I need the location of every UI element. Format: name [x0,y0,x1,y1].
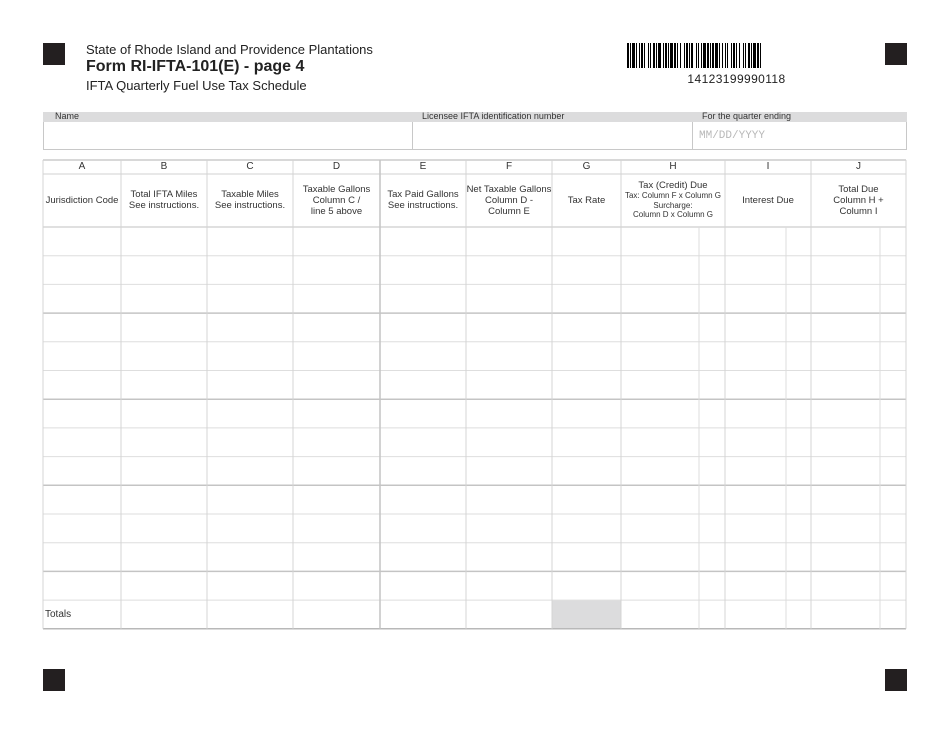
barcode-bar [658,43,661,68]
table-cell-g[interactable] [553,343,620,370]
column-header-e [380,174,466,226]
column-header-a [43,174,121,226]
form-title: Form RI-IFTA-101(E) - page 4 [86,58,305,75]
table-cell-g[interactable] [553,429,620,456]
totals-cell-j[interactable] [812,601,905,628]
table-cell-b[interactable] [122,372,206,399]
table-cell-b[interactable] [122,285,206,312]
table-cell-a[interactable] [44,400,120,427]
table-cell-j[interactable] [812,228,905,255]
table-cell-c[interactable] [208,285,292,312]
barcode-bar [696,43,697,68]
barcode-bar [663,43,664,68]
table-cell-h[interactable] [622,486,724,513]
table-cell-d[interactable] [294,285,379,312]
quarter-label: For the quarter ending [702,111,792,121]
table-cell-g[interactable] [553,515,620,542]
column-header-j [811,174,906,226]
table-cell-f[interactable] [467,314,551,341]
table-cell-b[interactable] [122,572,206,599]
totals-cell-d[interactable] [294,601,379,628]
table-cell-e[interactable] [381,343,465,370]
table-cell-c[interactable] [208,228,292,255]
table-cell-j[interactable] [812,515,905,542]
barcode-bar [712,43,714,68]
column-header-title: Total IFTA Miles See instructions. [128,189,200,211]
table-cell-b[interactable] [122,400,206,427]
column-letter-d: D [332,161,341,172]
table-cell-j[interactable] [812,486,905,513]
table-cell-a[interactable] [44,458,120,485]
table-cell-g[interactable] [553,544,620,571]
table-cell-j[interactable] [812,400,905,427]
table-cell-b[interactable] [122,544,206,571]
table-cell-e[interactable] [381,285,465,312]
column-letter-h: H [669,161,677,172]
table-cell-d[interactable] [294,515,379,542]
table-cell-g[interactable] [553,372,620,399]
column-letter-a: A [78,161,86,172]
table-cell-f[interactable] [467,285,551,312]
column-header-formula: Tax: Column F x Column G Surcharge: Column D x Column G [624,191,722,220]
table-cell-f[interactable] [467,372,551,399]
table-cell-d[interactable] [294,372,379,399]
table-cell-d[interactable] [294,429,379,456]
tax-rate-totals-shaded [552,600,621,629]
table-cell-i[interactable] [726,257,810,284]
table-cell-b[interactable] [122,257,206,284]
barcode-bar [701,43,702,68]
table-cell-g[interactable] [553,486,620,513]
column-letter-e: E [419,161,427,172]
table-cell-d[interactable] [294,400,379,427]
barcode-bar [739,43,740,68]
column-header-title: Tax Rate [567,194,606,206]
table-cell-j[interactable] [812,285,905,312]
barcode-bar [630,43,631,68]
column-header-title: Tax Paid Gallons See instructions. [387,189,459,211]
table-cell-h[interactable] [622,257,724,284]
barcode-bar [648,43,649,68]
name-label: Name [55,111,80,121]
table-cell-b[interactable] [122,429,206,456]
table-cell-e[interactable] [381,429,465,456]
table-cell-j[interactable] [812,458,905,485]
barcode-bar [691,43,693,68]
barcode-bar [719,43,720,68]
barcode-bar [650,43,651,68]
table-cell-d[interactable] [294,228,379,255]
barcode-bar [703,43,706,68]
column-header-title: Total Due Column H + Column I [833,183,884,217]
table-cell-h[interactable] [622,544,724,571]
table-cell-i[interactable] [726,515,810,542]
table-cell-e[interactable] [381,400,465,427]
table-cell-h[interactable] [622,400,724,427]
barcode-bar [665,43,667,68]
table-cell-f[interactable] [467,486,551,513]
column-letter-c: C [246,161,254,172]
table-cell-h[interactable] [622,429,724,456]
table-cell-j[interactable] [812,572,905,599]
table-cell-h[interactable] [622,372,724,399]
table-cell-e[interactable] [381,228,465,255]
column-header-g [552,174,621,226]
totals-cell-c[interactable] [208,601,292,628]
totals-cell-f[interactable] [467,601,551,628]
table-cell-e[interactable] [381,257,465,284]
table-cell-i[interactable] [726,486,810,513]
column-header-title: Taxable Miles See instructions. [214,189,286,211]
column-letter-g: G [582,161,591,172]
table-cell-j[interactable] [812,372,905,399]
table-cell-f[interactable] [467,544,551,571]
table-cell-g[interactable] [553,400,620,427]
table-cell-i[interactable] [726,314,810,341]
barcode-bar [656,43,657,68]
table-cell-j[interactable] [812,257,905,284]
column-header-b [121,174,207,226]
barcode-bar [743,43,744,68]
column-header-title: Net Taxable Gallons Column D - Column E [466,183,552,217]
table-cell-f[interactable] [467,429,551,456]
table-cell-f[interactable] [467,515,551,542]
table-cell-f[interactable] [467,458,551,485]
table-cell-a[interactable] [44,257,120,284]
barcode-bar [632,43,635,68]
table-cell-j[interactable] [812,314,905,341]
barcode-bar [686,43,688,68]
table-cell-i[interactable] [726,285,810,312]
table-cell-g[interactable] [553,257,620,284]
barcode-bar [733,43,735,68]
barcode-bar [745,43,746,68]
barcode-bar [674,43,676,68]
table-cell-a[interactable] [44,228,120,255]
table-cell-e[interactable] [381,372,465,399]
table-cell-c[interactable] [208,314,292,341]
table-cell-c[interactable] [208,515,292,542]
barcode-bar [722,43,723,68]
table-cell-d[interactable] [294,486,379,513]
table-cell-a[interactable] [44,314,120,341]
registration-mark-top-right [885,43,907,65]
column-header-c [207,174,293,226]
barcode-bar [689,43,690,68]
table-cell-j[interactable] [812,544,905,571]
table-cell-c[interactable] [208,486,292,513]
table-cell-i[interactable] [726,572,810,599]
table-cell-g[interactable] [553,228,620,255]
table-cell-d[interactable] [294,257,379,284]
column-header-title: Jurisdiction Code [45,194,119,206]
table-cell-d[interactable] [294,572,379,599]
barcode-image [627,43,846,68]
table-cell-d[interactable] [294,544,379,571]
column-header-title: Interest Due [742,194,794,206]
registration-mark-top-left [43,43,65,65]
barcode-bar [677,43,678,68]
table-cell-i[interactable] [726,429,810,456]
table-cell-f[interactable] [467,343,551,370]
table-cell-f[interactable] [467,257,551,284]
table-cell-j[interactable] [812,343,905,370]
table-cell-c[interactable] [208,372,292,399]
column-letter-f: F [505,161,513,172]
form-subtitle: IFTA Quarterly Fuel Use Tax Schedule [86,78,307,93]
license-id-field[interactable] [413,124,691,148]
table-cell-c[interactable] [208,343,292,370]
table-cell-b[interactable] [122,314,206,341]
license-label: Licensee IFTA identification number [422,111,565,121]
table-cell-e[interactable] [381,515,465,542]
table-cell-a[interactable] [44,343,120,370]
barcode-bar [641,43,643,68]
table-cell-b[interactable] [122,228,206,255]
barcode-bar [751,43,752,68]
table-cell-c[interactable] [208,544,292,571]
barcode-bar [653,43,655,68]
barcode-bar [684,43,685,68]
table-cell-a[interactable] [44,486,120,513]
table-cell-h[interactable] [622,572,724,599]
column-header-title: Taxable Gallons Column C / line 5 above [302,183,371,217]
barcode-bar [748,43,750,68]
table-cell-f[interactable] [467,572,551,599]
table-cell-g[interactable] [553,314,620,341]
table-cell-d[interactable] [294,343,379,370]
registration-mark-bottom-left [43,669,65,691]
table-cell-i[interactable] [726,343,810,370]
table-cell-c[interactable] [208,572,292,599]
name-field[interactable] [44,124,411,148]
table-cell-a[interactable] [44,285,120,312]
registration-mark-bottom-right [885,669,907,691]
table-cell-h[interactable] [622,314,724,341]
column-header-h [621,174,725,226]
table-cell-b[interactable] [122,486,206,513]
table-cell-h[interactable] [622,285,724,312]
table-cell-f[interactable] [467,228,551,255]
table-cell-c[interactable] [208,429,292,456]
table-cell-d[interactable] [294,314,379,341]
totals-cell-h[interactable] [622,601,724,628]
barcode-bar [644,43,645,68]
column-letter-j: J [856,161,861,172]
column-header-f [466,174,552,226]
table-cell-a[interactable] [44,429,120,456]
barcode-bar [736,43,737,68]
barcode-bar [753,43,756,68]
table-cell-i[interactable] [726,458,810,485]
table-cell-g[interactable] [553,285,620,312]
column-header-d [293,174,380,226]
totals-label: Totals [45,609,72,620]
table-cell-b[interactable] [122,515,206,542]
barcode-bar [715,43,718,68]
table-cell-e[interactable] [381,486,465,513]
barcode-bar [760,43,761,68]
column-header-title: Tax (Credit) Due [638,180,708,192]
table-cell-i[interactable] [726,372,810,399]
table-cell-j[interactable] [812,429,905,456]
table-cell-a[interactable] [44,372,120,399]
barcode-bar [727,43,728,68]
totals-cell-i[interactable] [726,601,810,628]
totals-cell-b[interactable] [122,601,206,628]
table-cell-h[interactable] [622,343,724,370]
table-cell-i[interactable] [726,544,810,571]
quarter-ending-field[interactable] [693,124,905,148]
barcode-bar [707,43,709,68]
barcode-number: 14123199990118 [687,72,786,86]
table-cell-c[interactable] [208,257,292,284]
barcode-bar [680,43,681,68]
barcode-bar [698,43,699,68]
table-cell-b[interactable] [122,343,206,370]
table-cell-a[interactable] [44,572,120,599]
column-letter-i: I [766,161,770,172]
table-cell-g[interactable] [553,572,620,599]
table-cell-a[interactable] [44,515,120,542]
table-cell-e[interactable] [381,572,465,599]
barcode-bar [670,43,673,68]
state-name: State of Rhode Island and Providence Plantations [86,42,373,57]
barcode-bar [627,43,629,68]
table-cell-i[interactable] [726,400,810,427]
barcode-bar [725,43,726,68]
barcode-bar [636,43,637,68]
table-cell-h[interactable] [622,515,724,542]
table-cell-b[interactable] [122,458,206,485]
table-cell-a[interactable] [44,544,120,571]
barcode-bar [668,43,669,68]
table-cell-c[interactable] [208,400,292,427]
table-cell-d[interactable] [294,458,379,485]
table-cell-e[interactable] [381,458,465,485]
column-letter-b: B [160,161,168,172]
table-cell-e[interactable] [381,544,465,571]
column-header-i [725,174,811,226]
table-cell-g[interactable] [553,458,620,485]
barcode-bar [639,43,640,68]
barcode-bar [731,43,732,68]
table-cell-c[interactable] [208,458,292,485]
barcode-bar [710,43,711,68]
barcode-bar [757,43,759,68]
table-cell-h[interactable] [622,458,724,485]
table-cell-f[interactable] [467,400,551,427]
table-cell-e[interactable] [381,314,465,341]
table-cell-i[interactable] [726,228,810,255]
totals-cell-e[interactable] [381,601,465,628]
table-cell-h[interactable] [622,228,724,255]
